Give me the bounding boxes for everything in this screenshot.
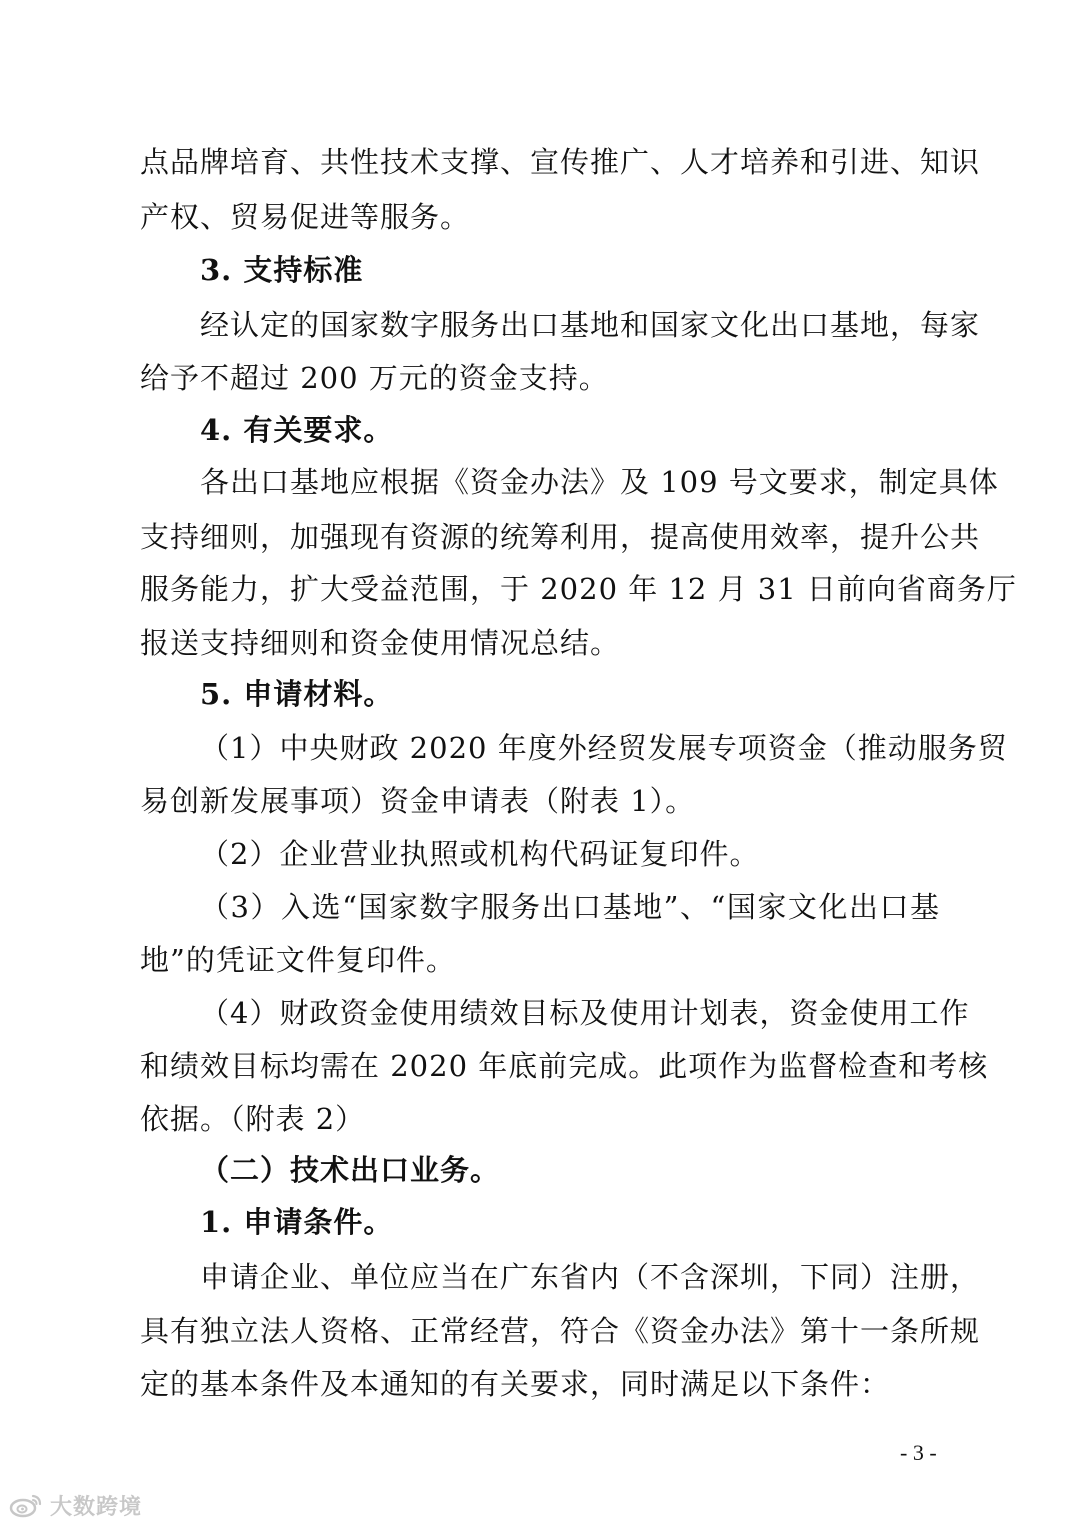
paragraph-line: 地”的凭证文件复印件。 <box>140 943 456 977</box>
watermark-text: 大数跨境 <box>50 1494 143 1520</box>
paragraph-line: 报送支持细则和资金使用情况总结。 <box>140 626 621 660</box>
paragraph-line: 各出口基地应根据《资金办法》及 109 号文要求，制定具体 <box>200 465 999 499</box>
paragraph-line: 定的基本条件及本通知的有关要求，同时满足以下条件： <box>140 1367 891 1401</box>
paragraph-line: 经认定的国家数字服务出口基地和国家文化出口基地，每家 <box>200 308 981 342</box>
paragraph-line: 给予不超过 200 万元的资金支持。 <box>140 361 609 395</box>
section-heading: 4. 有关要求。 <box>200 413 394 447</box>
paragraph-line: （1）中央财政 2020 年度外经贸发展专项资金（推动服务贸 <box>200 731 1008 765</box>
page-number: - 3 - <box>900 1440 937 1465</box>
section-heading: 1. 申请条件。 <box>200 1205 394 1239</box>
paragraph-line: 依据。（附表 2） <box>140 1102 366 1136</box>
paragraph-line: （4）财政资金使用绩效目标及使用计划表，资金使用工作 <box>200 996 970 1030</box>
paragraph-line: 产权、贸易促进等服务。 <box>140 200 471 234</box>
paragraph-line: 支持细则，加强现有资源的统筹利用，提高使用效率，提升公共 <box>140 520 981 554</box>
paragraph-line: 和绩效目标均需在 2020 年底前完成。此项作为监督检查和考核 <box>140 1049 989 1083</box>
section-heading: 3. 支持标准 <box>200 253 364 287</box>
paragraph-line: 点品牌培育、共性技术支撑、宣传推广、人才培养和引进、知识 <box>140 145 981 179</box>
section-heading: （二）技术出口业务。 <box>200 1153 501 1187</box>
paragraph-line: 申请企业、单位应当在广东省内（不含深圳，下同）注册， <box>200 1260 981 1294</box>
watermark <box>8 1488 142 1522</box>
paragraph-line: 易创新发展事项）资金申请表（附表 1）。 <box>140 784 696 818</box>
paragraph-line: （3）入选“国家数字服务出口基地”、“国家文化出口基 <box>200 890 940 924</box>
section-heading: 5. 申请材料。 <box>200 677 394 711</box>
paragraph-line: 服务能力，扩大受益范围，于 2020 年 12 月 31 日前向省商务厅 <box>140 572 1017 606</box>
weibo-logo-icon <box>8 1491 44 1519</box>
paragraph-line: 具有独立法人资格、正常经营，符合《资金办法》第十一条所规 <box>140 1314 981 1348</box>
paragraph-line: （2）企业营业执照或机构代码证复印件。 <box>200 837 760 871</box>
